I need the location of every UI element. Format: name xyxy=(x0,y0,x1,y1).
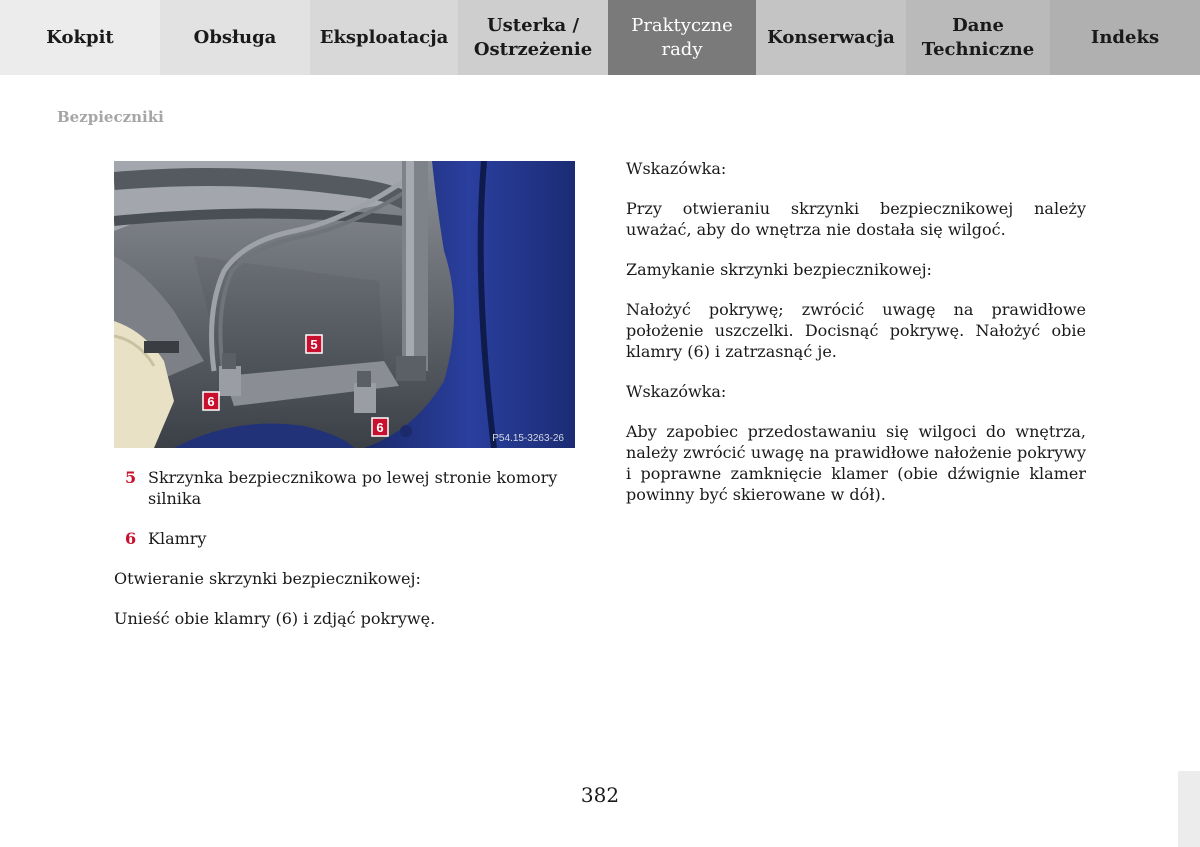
legend-number: 6 xyxy=(125,529,137,548)
svg-text:6: 6 xyxy=(207,394,215,409)
tab-eksploatacja[interactable]: Eksploatacja xyxy=(310,0,458,75)
svg-text:6: 6 xyxy=(376,420,384,435)
marker-5 xyxy=(306,335,322,353)
tab-usterka[interactable]: Usterka / Ostrzeżenie xyxy=(458,0,608,75)
tab-dane-techniczne[interactable]: Dane Techniczne xyxy=(906,0,1050,75)
closing-instruction: Nałożyć pokrywę; zwrócić uwagę na prawidłowe położenie uszczelki. Docisnąć pokrywę. Nałożyć obie klamry (6) i zatrzasnąć je. xyxy=(626,300,1086,361)
legend-text: Skrzynka bezpiecznikowa po lewej stronie komory silnika xyxy=(148,468,558,508)
note-heading: Wskazówka: xyxy=(626,159,727,178)
legend-item xyxy=(114,528,584,549)
tab-indeks[interactable]: Indeks xyxy=(1050,0,1200,75)
closing-heading: Zamykanie skrzynki bezpiecznikowej: xyxy=(626,260,932,279)
chapter-tabs xyxy=(0,0,1200,75)
legend-text: Klamry xyxy=(148,529,207,548)
marker-6-left xyxy=(203,392,219,410)
tab-konserwacja[interactable]: Konserwacja xyxy=(756,0,906,75)
opening-instruction: Unieść obie klamry (6) i zdjąć pokrywę. xyxy=(114,609,436,628)
note-text-2: Aby zapobiec przedostawaniu się wilgoci do wnętrza, należy zwrócić uwagę na prawidłowe nałożenie pokrywy i poprawne zamknięcie klamer (obie dźwignie klamer powinny być skierowane w dół). xyxy=(626,422,1086,504)
legend-number: 5 xyxy=(125,468,137,487)
svg-text:5: 5 xyxy=(310,337,318,352)
legend-item xyxy=(114,467,584,509)
tab-obsluga[interactable]: Obsługa xyxy=(160,0,310,75)
marker-6-right xyxy=(372,418,388,436)
opening-heading: Otwieranie skrzynki bezpiecznikowej: xyxy=(114,569,421,588)
fuse-box-photo xyxy=(114,161,575,448)
note-text: Przy otwieraniu skrzynki bezpiecznikowej należy uważać, aby do wnętrza nie dostała się wilgoć. xyxy=(626,199,1086,239)
tab-kokpit[interactable]: Kokpit xyxy=(0,0,160,75)
figure-code: P54.15-3263-26 xyxy=(492,433,564,444)
page-number: 382 xyxy=(580,783,620,807)
tab-praktyczne-rady[interactable]: Praktyczne rady xyxy=(608,0,756,75)
note-heading-2: Wskazówka: xyxy=(626,382,727,401)
figure-legend xyxy=(114,467,584,568)
side-marker xyxy=(1178,771,1200,847)
right-column xyxy=(626,158,1086,524)
section-title: Bezpieczniki xyxy=(57,108,164,126)
